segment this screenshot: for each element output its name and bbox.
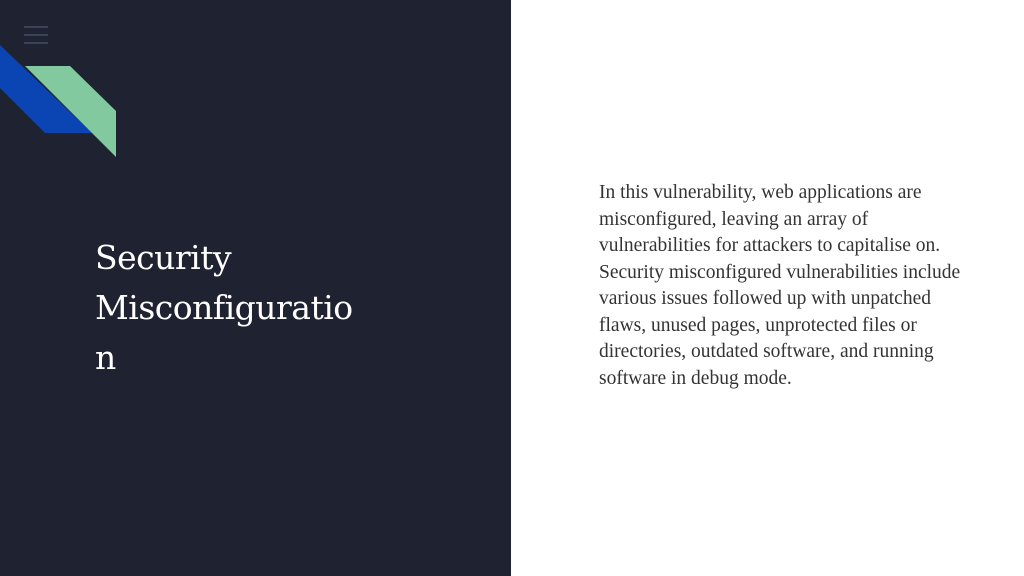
menu-button[interactable] [22,24,50,46]
slide-title: Security Misconfiguratio n [95,238,353,377]
slide-body-text: In this vulnerability, web applications are misconfigured, leaving an array of vulnerabilities for attackers to capitalise on. Security misconfigured vulnerabilities include various issues followed up with unpatched flaws, unused pages, unprotected files or directories, outdated software, and running software in debug mode. [599,182,961,389]
right-content-panel [511,0,1024,576]
left-title-panel [0,0,511,576]
diagonal-stripes-decoration [0,0,130,165]
